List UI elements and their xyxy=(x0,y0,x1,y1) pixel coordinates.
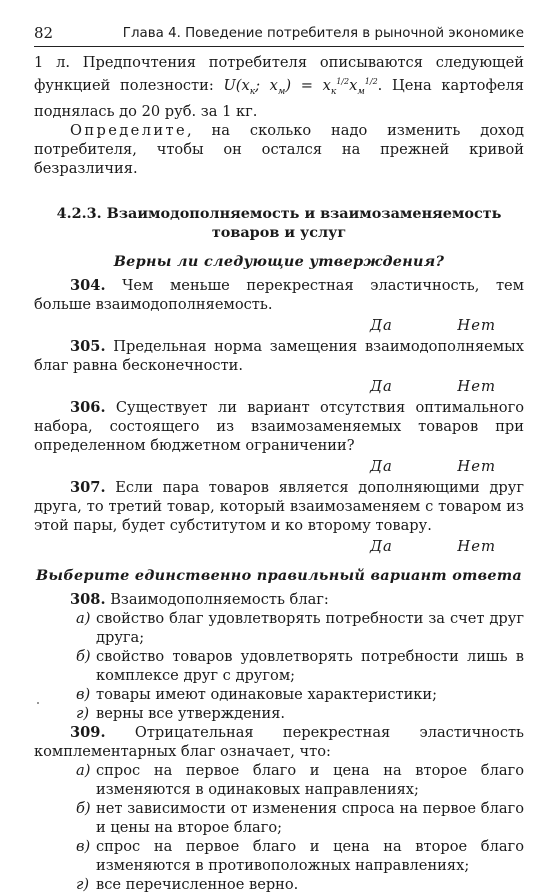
question-308: 308. Взаимодополняемость благ: а) свойство благ удовлетворять потребности за счет друг друга; б) свойство товаров удовлетворять потребности лишь в комплексе друг с другом; в) товары имеют одинаковые характеристики; г) верны все утверждения. xyxy=(34,590,524,723)
question-306: 306. Существует ли вариант отсутствия оптимального набора, состоящего из взаимозаменяемых товаров при определенном бюджетном ограничении? Да Нет xyxy=(34,398,524,475)
option-a: а) спрос на первое благо и цена на второе благо изменяются в одинаковых направлениях; xyxy=(76,761,524,798)
option-a: а) свойство благ удовлетворять потребности за счет друг друга; xyxy=(76,609,524,646)
option-d: г) все перечисленное верно. xyxy=(76,875,299,893)
option-b: б) нет зависимости от изменения спроса на первое благо и цены на второе благо; xyxy=(76,799,524,836)
option-c: в) спрос на первое благо и цена на второе благо изменяются в противоположных направлениях; xyxy=(76,837,524,874)
multiple-choice-heading: Выберите единственно правильный вариант ответа xyxy=(35,566,523,584)
utility-formula: U xyxy=(223,76,236,94)
question-309: 309. Отрицательная перекрестная эластичность комплементарных благ означает, что: а) спрос на первое благо и цена на второе благо изменяются в одинаковых направлениях; б) нет зависимости от изменения спроса на первое благо и цены на второе благо; в) спрос на первое благо и цена на второе благо изменяются в противоположных направлениях; г) все перечисленное верно. xyxy=(34,723,525,893)
intro-paragraph: 1 л. Предпочтения потребителя описываются следующей функцией полезности: $U(x_к$; $x_м) = x_к^{1/2}x_м^{1/2}$. Цена картофеля поднялась до 20 руб. за 1 кг. xyxy=(34,54,524,120)
true-false-heading: Верны ли следующие утверждения? xyxy=(113,252,445,270)
question-304: 304. Чем меньше перекрестная эластичность, тем больше взаимодополняемость. Да Нет xyxy=(34,276,525,334)
task-word: Определите xyxy=(70,121,187,139)
answer-choices: Да Нет xyxy=(370,457,496,475)
book-page xyxy=(34,24,524,894)
task-paragraph: Определите, на сколько надо изменить доход потребителя, чтобы он остался на прежней кривой безразличия. xyxy=(34,121,524,177)
print-speck xyxy=(37,702,39,704)
option-c: в) товары имеют одинаковые характеристики; xyxy=(76,685,438,703)
running-header xyxy=(34,24,524,47)
section-heading: 4.2.3. Взаимодополняемость и взаимозаменяемость товаров и услуг xyxy=(56,204,502,241)
question-305: 305. Предельная норма замещения взаимодополняемых благ равна бесконечности. Да Нет xyxy=(34,337,525,395)
answer-choices: Да Нет xyxy=(370,316,496,334)
running-title: Глава 4. Поведение потребителя в рыночной экономике xyxy=(122,26,524,41)
option-b: б) свойство товаров удовлетворять потребности лишь в комплексе друг с другом; xyxy=(76,647,524,684)
question-307: 307. Если пара товаров является дополняющими друг друга, то третий товар, который взаимозаменяем с товаром из этой пары, будет субститутом и ко второму товару. Да Нет xyxy=(34,478,524,555)
option-d: г) верны все утверждения. xyxy=(76,704,286,722)
page-number: 82 xyxy=(34,24,54,42)
answer-choices: Да Нет xyxy=(370,537,496,555)
answer-choices: Да Нет xyxy=(370,377,496,395)
